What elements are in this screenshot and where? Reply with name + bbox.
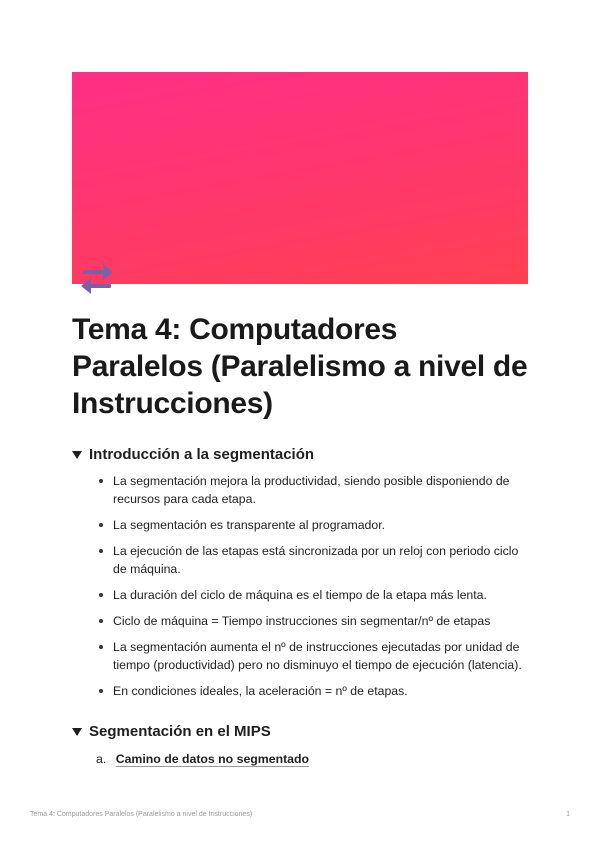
list-item: Ciclo de máquina = Tiempo instrucciones sin segmentar/nº de etapas: [97, 612, 527, 630]
list-item: La segmentación aumenta el nº de instrucciones ejecutadas por unidad de tiempo (productividad) pero no disminuyo el tiempo de ejecución (latencia).: [97, 638, 527, 674]
toggle-heading-label: Segmentación en el MIPS: [89, 723, 271, 740]
list-item: La segmentación es transparente al programador.: [97, 516, 527, 534]
bullet-list: [97, 472, 527, 708]
list-item: En condiciones ideales, la aceleración = nº de etapas.: [97, 682, 527, 700]
page-link[interactable]: Camino de datos no segmentado: [115, 752, 310, 766]
list-item: La ejecución de las etapas está sincronizada por un reloj con periodo ciclo de máquina.: [97, 542, 527, 578]
list-item: La segmentación mejora la productividad, siendo posible disponiendo de recursos para cada etapa.: [97, 472, 527, 508]
swap-arrows-icon: [79, 262, 115, 296]
page-title: Tema 4: Computadores Paralelos (Paralelismo a nivel de Instrucciones): [72, 313, 528, 420]
toggle-heading-mips[interactable]: [72, 723, 271, 740]
toggle-heading-intro[interactable]: [72, 446, 314, 463]
toggle-heading-label: Introducción a la segmentación: [89, 446, 315, 463]
toggle-triangle-icon[interactable]: [72, 451, 82, 459]
page-footer: [30, 811, 570, 818]
page-number: 1: [566, 811, 570, 818]
list-item: La duración del ciclo de máquina es el tiempo de la etapa más lenta.: [97, 586, 527, 604]
numbered-list-item: [96, 750, 309, 768]
footer-title: Tema 4: Computadores Paralelos (Paralelismo a nivel de Instrucciones): [30, 811, 253, 818]
cover-banner: [72, 72, 528, 284]
list-number: a.: [96, 752, 107, 766]
toggle-triangle-icon[interactable]: [72, 728, 82, 736]
